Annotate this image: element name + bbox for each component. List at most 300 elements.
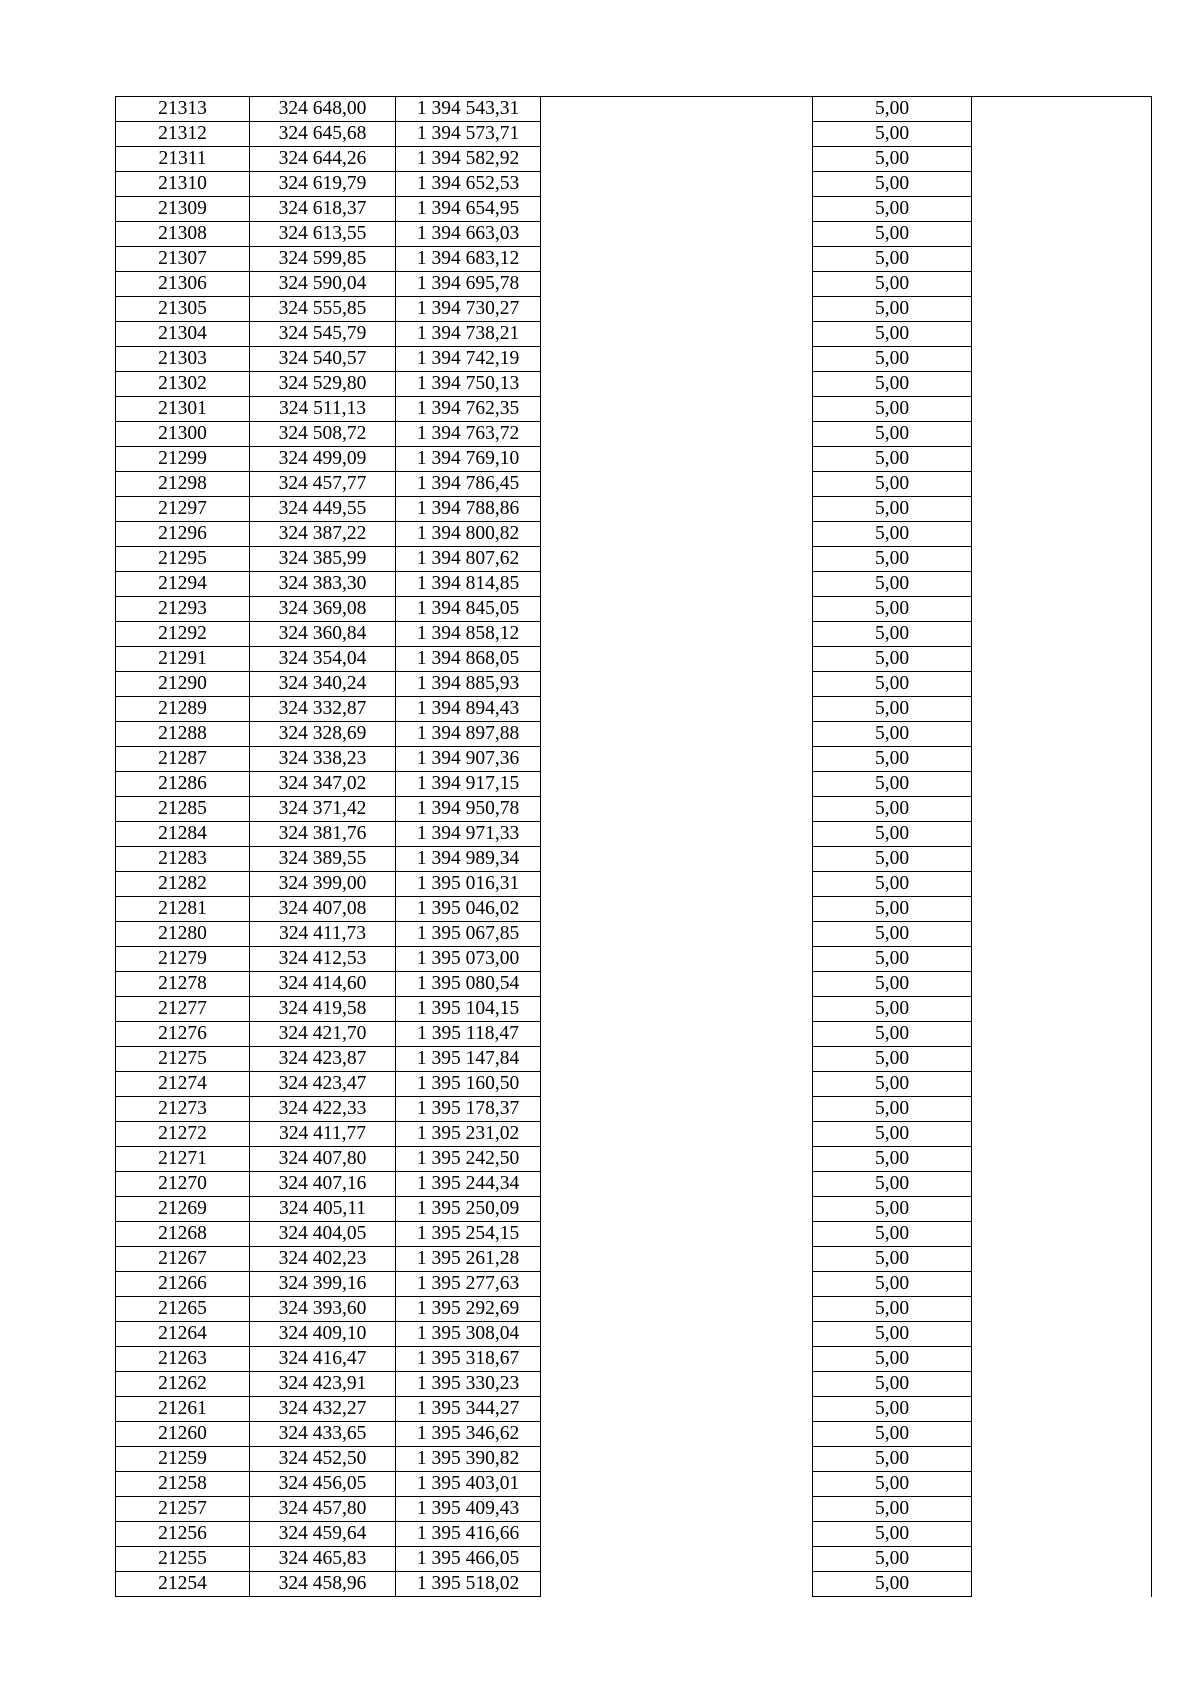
cell-point_number: 21268	[116, 1222, 250, 1247]
cell-point_number: 21270	[116, 1172, 250, 1197]
cell-point_number: 21254	[116, 1572, 250, 1597]
cell-x: 324 457,80	[250, 1497, 396, 1522]
cell-empty	[541, 922, 813, 947]
cell-x: 324 407,16	[250, 1172, 396, 1197]
cell-y: 1 395 409,43	[396, 1497, 541, 1522]
cell-x: 324 423,87	[250, 1047, 396, 1072]
cell-x: 324 465,83	[250, 1547, 396, 1572]
cell-empty	[541, 947, 813, 972]
cell-value: 5,00	[813, 372, 972, 397]
cell-x: 324 411,77	[250, 1122, 396, 1147]
cell-x: 324 381,76	[250, 822, 396, 847]
cell-x: 324 613,55	[250, 222, 396, 247]
cell-y: 1 394 683,12	[396, 247, 541, 272]
cell-point_number: 21281	[116, 897, 250, 922]
cell-value: 5,00	[813, 1097, 972, 1122]
cell-x: 324 360,84	[250, 622, 396, 647]
cell-empty	[541, 1522, 813, 1547]
cell-empty-last	[972, 847, 1152, 872]
table-row	[116, 1397, 1152, 1422]
cell-x: 324 332,87	[250, 697, 396, 722]
cell-point_number: 21258	[116, 1472, 250, 1497]
cell-value: 5,00	[813, 1572, 972, 1597]
cell-x: 324 399,00	[250, 872, 396, 897]
table-row	[116, 797, 1152, 822]
cell-empty-last	[972, 1422, 1152, 1447]
cell-empty	[541, 1572, 813, 1597]
cell-y: 1 394 769,10	[396, 447, 541, 472]
cell-x: 324 371,42	[250, 797, 396, 822]
cell-empty-last	[972, 347, 1152, 372]
table-row	[116, 1447, 1152, 1472]
cell-point_number: 21292	[116, 622, 250, 647]
cell-y: 1 395 147,84	[396, 1047, 541, 1072]
cell-y: 1 395 346,62	[396, 1422, 541, 1447]
cell-value: 5,00	[813, 822, 972, 847]
cell-empty	[541, 197, 813, 222]
cell-empty-last	[972, 747, 1152, 772]
cell-point_number: 21284	[116, 822, 250, 847]
cell-x: 324 555,85	[250, 297, 396, 322]
cell-value: 5,00	[813, 1147, 972, 1172]
cell-x: 324 422,33	[250, 1097, 396, 1122]
cell-x: 324 648,00	[250, 97, 396, 122]
cell-empty	[541, 1472, 813, 1497]
cell-point_number: 21282	[116, 872, 250, 897]
cell-y: 1 395 254,15	[396, 1222, 541, 1247]
table-row	[116, 422, 1152, 447]
cell-point_number: 21313	[116, 97, 250, 122]
table-row	[116, 972, 1152, 997]
cell-point_number: 21267	[116, 1247, 250, 1272]
cell-empty-last	[972, 422, 1152, 447]
cell-y: 1 394 762,35	[396, 397, 541, 422]
cell-value: 5,00	[813, 1272, 972, 1297]
cell-point_number: 21261	[116, 1397, 250, 1422]
cell-empty-last	[972, 197, 1152, 222]
cell-empty	[541, 572, 813, 597]
cell-value: 5,00	[813, 1522, 972, 1547]
cell-empty-last	[972, 922, 1152, 947]
cell-point_number: 21266	[116, 1272, 250, 1297]
cell-y: 1 395 046,02	[396, 897, 541, 922]
cell-empty	[541, 772, 813, 797]
cell-empty-last	[972, 547, 1152, 572]
cell-point_number: 21312	[116, 122, 250, 147]
cell-value: 5,00	[813, 122, 972, 147]
cell-empty	[541, 1397, 813, 1422]
cell-x: 324 458,96	[250, 1572, 396, 1597]
cell-point_number: 21293	[116, 597, 250, 622]
table-row	[116, 1147, 1152, 1172]
cell-empty-last	[972, 822, 1152, 847]
cell-y: 1 395 277,63	[396, 1272, 541, 1297]
cell-empty	[541, 1422, 813, 1447]
cell-empty-last	[972, 722, 1152, 747]
table-row	[116, 1047, 1152, 1072]
cell-value: 5,00	[813, 347, 972, 372]
cell-x: 324 383,30	[250, 572, 396, 597]
cell-point_number: 21311	[116, 147, 250, 172]
table-row	[116, 872, 1152, 897]
cell-value: 5,00	[813, 1072, 972, 1097]
cell-value: 5,00	[813, 397, 972, 422]
cell-y: 1 395 308,04	[396, 1322, 541, 1347]
cell-y: 1 395 344,27	[396, 1397, 541, 1422]
table-row	[116, 1522, 1152, 1547]
cell-y: 1 394 858,12	[396, 622, 541, 647]
coordinates-table-body	[116, 97, 1152, 1597]
cell-empty-last	[972, 1147, 1152, 1172]
cell-empty	[541, 1372, 813, 1397]
cell-empty	[541, 1097, 813, 1122]
cell-point_number: 21305	[116, 297, 250, 322]
cell-point_number: 21303	[116, 347, 250, 372]
cell-x: 324 399,16	[250, 1272, 396, 1297]
cell-point_number: 21310	[116, 172, 250, 197]
cell-empty	[541, 1297, 813, 1322]
coordinates-sheet	[115, 96, 1151, 1600]
cell-empty-last	[972, 497, 1152, 522]
table-row	[116, 1272, 1152, 1297]
cell-empty	[541, 472, 813, 497]
cell-empty-last	[972, 1472, 1152, 1497]
table-row	[116, 1497, 1152, 1522]
cell-empty-last	[972, 172, 1152, 197]
cell-x: 324 529,80	[250, 372, 396, 397]
cell-empty-last	[972, 297, 1152, 322]
cell-point_number: 21294	[116, 572, 250, 597]
cell-x: 324 421,70	[250, 1022, 396, 1047]
cell-point_number: 21259	[116, 1447, 250, 1472]
cell-point_number: 21289	[116, 697, 250, 722]
cell-y: 1 395 231,02	[396, 1122, 541, 1147]
cell-value: 5,00	[813, 1322, 972, 1347]
cell-y: 1 394 907,36	[396, 747, 541, 772]
cell-empty	[541, 122, 813, 147]
cell-empty-last	[972, 1297, 1152, 1322]
table-row	[116, 697, 1152, 722]
cell-empty	[541, 1547, 813, 1572]
cell-value: 5,00	[813, 1497, 972, 1522]
cell-empty-last	[972, 222, 1152, 247]
cell-point_number: 21256	[116, 1522, 250, 1547]
table-row	[116, 647, 1152, 672]
cell-x: 324 387,22	[250, 522, 396, 547]
cell-empty	[541, 397, 813, 422]
cell-empty-last	[972, 97, 1152, 122]
cell-empty	[541, 172, 813, 197]
cell-point_number: 21306	[116, 272, 250, 297]
cell-x: 324 590,04	[250, 272, 396, 297]
cell-empty	[541, 497, 813, 522]
cell-x: 324 340,24	[250, 672, 396, 697]
cell-y: 1 394 897,88	[396, 722, 541, 747]
cell-point_number: 21299	[116, 447, 250, 472]
coordinates-table	[115, 96, 1152, 1597]
cell-y: 1 394 845,05	[396, 597, 541, 622]
cell-point_number: 21296	[116, 522, 250, 547]
cell-x: 324 338,23	[250, 747, 396, 772]
cell-point_number: 21274	[116, 1072, 250, 1097]
cell-value: 5,00	[813, 847, 972, 872]
cell-empty	[541, 372, 813, 397]
cell-empty	[541, 1172, 813, 1197]
cell-value: 5,00	[813, 222, 972, 247]
cell-empty-last	[972, 1497, 1152, 1522]
table-row	[116, 1472, 1152, 1497]
table-row	[116, 1322, 1152, 1347]
table-row	[116, 297, 1152, 322]
cell-value: 5,00	[813, 322, 972, 347]
cell-value: 5,00	[813, 1472, 972, 1497]
cell-value: 5,00	[813, 547, 972, 572]
cell-y: 1 394 950,78	[396, 797, 541, 822]
cell-y: 1 394 742,19	[396, 347, 541, 372]
cell-value: 5,00	[813, 172, 972, 197]
cell-empty-last	[972, 1247, 1152, 1272]
cell-empty	[541, 1347, 813, 1372]
cell-point_number: 21286	[116, 772, 250, 797]
cell-empty-last	[972, 1122, 1152, 1147]
cell-empty-last	[972, 1047, 1152, 1072]
cell-y: 1 394 652,53	[396, 172, 541, 197]
cell-empty	[541, 1272, 813, 1297]
cell-empty	[541, 147, 813, 172]
cell-empty	[541, 797, 813, 822]
cell-y: 1 395 466,05	[396, 1547, 541, 1572]
cell-y: 1 394 788,86	[396, 497, 541, 522]
cell-point_number: 21309	[116, 197, 250, 222]
cell-empty-last	[972, 872, 1152, 897]
table-row	[116, 1247, 1152, 1272]
cell-point_number: 21295	[116, 547, 250, 572]
cell-empty	[541, 1222, 813, 1247]
table-row	[116, 622, 1152, 647]
cell-value: 5,00	[813, 622, 972, 647]
cell-y: 1 395 016,31	[396, 872, 541, 897]
cell-value: 5,00	[813, 422, 972, 447]
cell-x: 324 409,10	[250, 1322, 396, 1347]
cell-x: 324 414,60	[250, 972, 396, 997]
cell-x: 324 599,85	[250, 247, 396, 272]
cell-x: 324 545,79	[250, 322, 396, 347]
table-row	[116, 447, 1152, 472]
table-row	[116, 772, 1152, 797]
cell-x: 324 347,02	[250, 772, 396, 797]
cell-value: 5,00	[813, 1172, 972, 1197]
table-row	[116, 822, 1152, 847]
table-row	[116, 1097, 1152, 1122]
cell-x: 324 416,47	[250, 1347, 396, 1372]
cell-empty-last	[972, 997, 1152, 1022]
cell-point_number: 21257	[116, 1497, 250, 1522]
cell-y: 1 394 654,95	[396, 197, 541, 222]
cell-value: 5,00	[813, 697, 972, 722]
cell-empty	[541, 847, 813, 872]
cell-empty-last	[972, 397, 1152, 422]
cell-y: 1 395 518,02	[396, 1572, 541, 1597]
cell-empty	[541, 1447, 813, 1472]
cell-x: 324 354,04	[250, 647, 396, 672]
cell-x: 324 407,08	[250, 897, 396, 922]
cell-y: 1 395 261,28	[396, 1247, 541, 1272]
cell-x: 324 511,13	[250, 397, 396, 422]
cell-value: 5,00	[813, 1047, 972, 1072]
cell-point_number: 21301	[116, 397, 250, 422]
cell-empty	[541, 522, 813, 547]
table-row	[116, 247, 1152, 272]
cell-empty-last	[972, 322, 1152, 347]
cell-empty-last	[972, 1447, 1152, 1472]
cell-x: 324 407,80	[250, 1147, 396, 1172]
cell-empty	[541, 1047, 813, 1072]
cell-y: 1 394 730,27	[396, 297, 541, 322]
cell-value: 5,00	[813, 897, 972, 922]
cell-x: 324 385,99	[250, 547, 396, 572]
cell-empty	[541, 897, 813, 922]
cell-x: 324 433,65	[250, 1422, 396, 1447]
cell-x: 324 644,26	[250, 147, 396, 172]
cell-value: 5,00	[813, 672, 972, 697]
cell-point_number: 21276	[116, 1022, 250, 1047]
cell-empty-last	[972, 247, 1152, 272]
cell-empty-last	[972, 622, 1152, 647]
cell-value: 5,00	[813, 872, 972, 897]
cell-value: 5,00	[813, 197, 972, 222]
cell-y: 1 395 178,37	[396, 1097, 541, 1122]
cell-y: 1 394 738,21	[396, 322, 541, 347]
table-row	[116, 197, 1152, 222]
cell-empty-last	[972, 372, 1152, 397]
cell-empty-last	[972, 522, 1152, 547]
table-row	[116, 222, 1152, 247]
cell-value: 5,00	[813, 722, 972, 747]
cell-value: 5,00	[813, 1372, 972, 1397]
cell-point_number: 21287	[116, 747, 250, 772]
cell-point_number: 21271	[116, 1147, 250, 1172]
cell-value: 5,00	[813, 1547, 972, 1572]
cell-empty-last	[972, 1372, 1152, 1397]
cell-empty-last	[972, 1322, 1152, 1347]
cell-empty-last	[972, 147, 1152, 172]
cell-point_number: 21304	[116, 322, 250, 347]
cell-x: 324 508,72	[250, 422, 396, 447]
table-row	[116, 1372, 1152, 1397]
cell-point_number: 21300	[116, 422, 250, 447]
cell-empty	[541, 447, 813, 472]
cell-y: 1 394 573,71	[396, 122, 541, 147]
cell-empty-last	[972, 1397, 1152, 1422]
cell-point_number: 21307	[116, 247, 250, 272]
cell-value: 5,00	[813, 97, 972, 122]
cell-empty-last	[972, 797, 1152, 822]
cell-point_number: 21272	[116, 1122, 250, 1147]
cell-x: 324 449,55	[250, 497, 396, 522]
table-row	[116, 747, 1152, 772]
cell-y: 1 394 543,31	[396, 97, 541, 122]
cell-x: 324 369,08	[250, 597, 396, 622]
table-row	[116, 1347, 1152, 1372]
cell-y: 1 395 390,82	[396, 1447, 541, 1472]
cell-x: 324 619,79	[250, 172, 396, 197]
cell-point_number: 21265	[116, 1297, 250, 1322]
cell-empty	[541, 222, 813, 247]
cell-y: 1 395 250,09	[396, 1197, 541, 1222]
cell-empty	[541, 872, 813, 897]
cell-value: 5,00	[813, 997, 972, 1022]
cell-y: 1 394 917,15	[396, 772, 541, 797]
cell-value: 5,00	[813, 522, 972, 547]
cell-value: 5,00	[813, 747, 972, 772]
cell-x: 324 499,09	[250, 447, 396, 472]
cell-empty	[541, 997, 813, 1022]
cell-empty-last	[972, 647, 1152, 672]
cell-empty-last	[972, 972, 1152, 997]
cell-empty-last	[972, 672, 1152, 697]
cell-value: 5,00	[813, 1422, 972, 1447]
cell-y: 1 394 800,82	[396, 522, 541, 547]
cell-y: 1 395 292,69	[396, 1297, 541, 1322]
cell-empty	[541, 597, 813, 622]
cell-empty	[541, 322, 813, 347]
cell-empty	[541, 97, 813, 122]
cell-empty	[541, 822, 813, 847]
cell-x: 324 404,05	[250, 1222, 396, 1247]
cell-point_number: 21285	[116, 797, 250, 822]
cell-point_number: 21263	[116, 1347, 250, 1372]
cell-value: 5,00	[813, 597, 972, 622]
table-row	[116, 497, 1152, 522]
table-row	[116, 147, 1152, 172]
cell-value: 5,00	[813, 972, 972, 997]
table-row	[116, 1297, 1152, 1322]
cell-point_number: 21264	[116, 1322, 250, 1347]
cell-empty	[541, 1322, 813, 1347]
cell-point_number: 21280	[116, 922, 250, 947]
cell-y: 1 394 971,33	[396, 822, 541, 847]
cell-value: 5,00	[813, 447, 972, 472]
cell-y: 1 395 330,23	[396, 1372, 541, 1397]
cell-empty	[541, 297, 813, 322]
cell-point_number: 21269	[116, 1197, 250, 1222]
cell-y: 1 395 416,66	[396, 1522, 541, 1547]
table-row	[116, 597, 1152, 622]
cell-x: 324 405,11	[250, 1197, 396, 1222]
cell-empty-last	[972, 572, 1152, 597]
table-row	[116, 572, 1152, 597]
cell-y: 1 395 242,50	[396, 1147, 541, 1172]
table-row	[116, 1572, 1152, 1597]
cell-empty	[541, 1147, 813, 1172]
cell-value: 5,00	[813, 472, 972, 497]
cell-empty-last	[972, 1347, 1152, 1372]
cell-empty-last	[972, 897, 1152, 922]
cell-empty	[541, 1072, 813, 1097]
cell-point_number: 21302	[116, 372, 250, 397]
table-row	[116, 1422, 1152, 1447]
cell-y: 1 394 750,13	[396, 372, 541, 397]
table-row	[116, 122, 1152, 147]
cell-y: 1 395 318,67	[396, 1347, 541, 1372]
cell-x: 324 618,37	[250, 197, 396, 222]
cell-empty	[541, 647, 813, 672]
table-row	[116, 1072, 1152, 1097]
cell-empty-last	[972, 1197, 1152, 1222]
cell-empty-last	[972, 122, 1152, 147]
table-row	[116, 522, 1152, 547]
cell-y: 1 395 244,34	[396, 1172, 541, 1197]
